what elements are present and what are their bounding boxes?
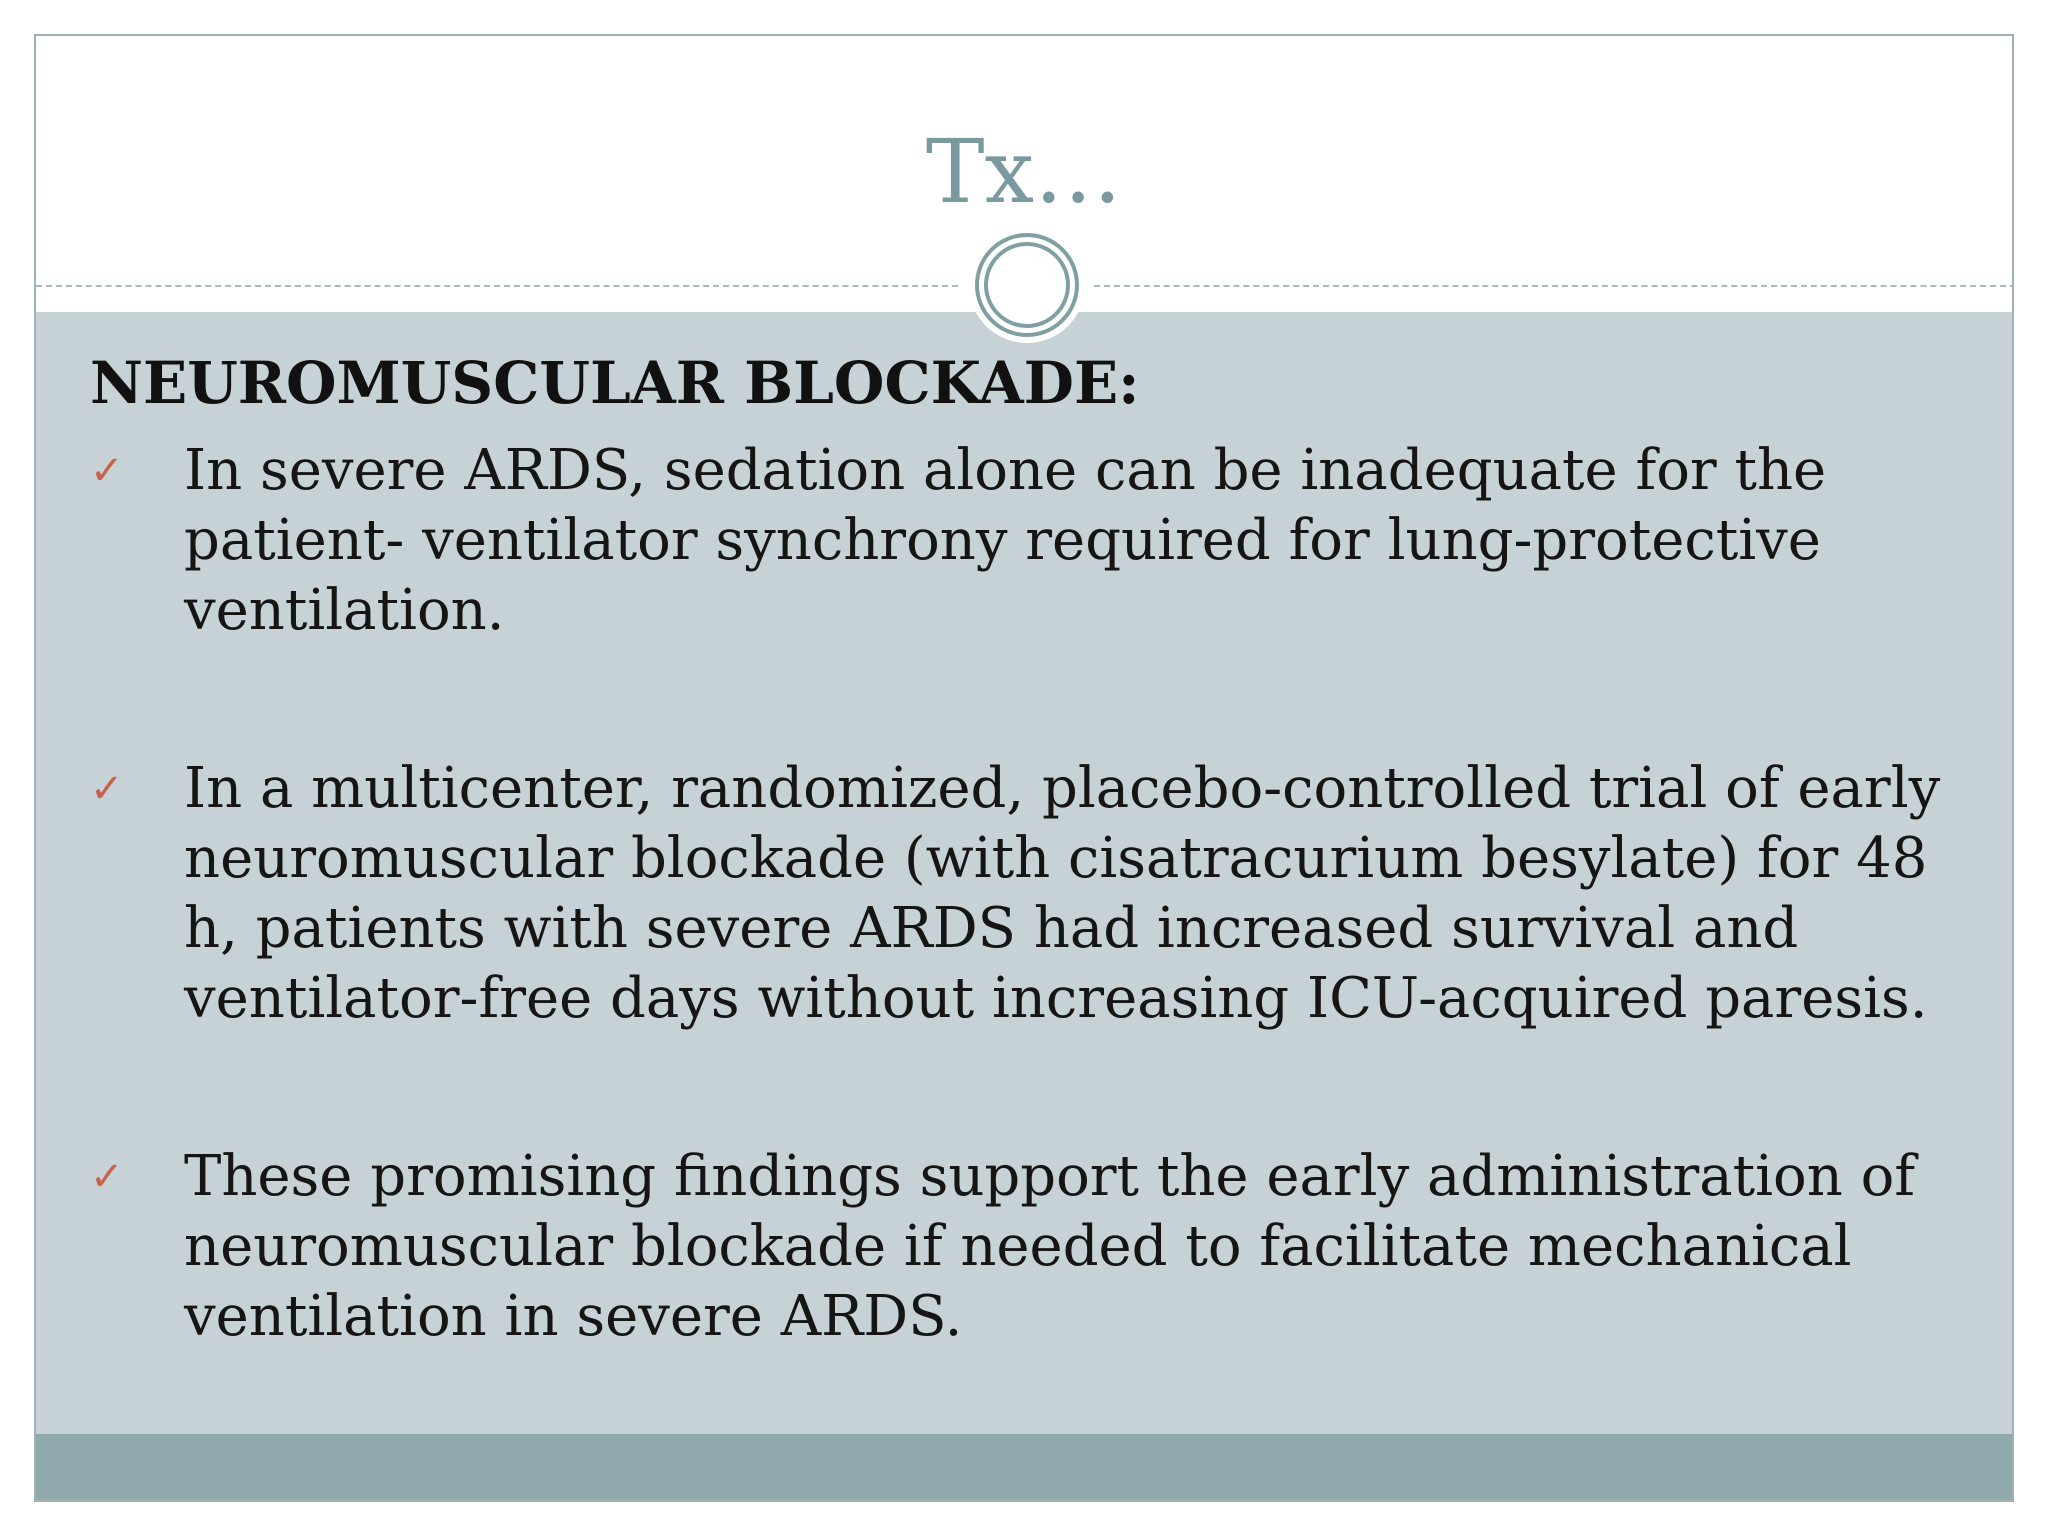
bullet-text: In severe ARDS, sedation alone can be inadequate for the patient- ventilator synchrony required for lung-protective ventilation.	[184, 438, 1827, 643]
title-divider-right	[1094, 285, 2014, 287]
list-item	[90, 754, 1990, 1034]
footer-band	[36, 1434, 2012, 1502]
slide	[34, 34, 2014, 1502]
checkmark-icon: ✓	[90, 1154, 124, 1200]
section-heading: NEUROMUSCULAR BLOCKADE:	[90, 349, 1140, 417]
circle-ornament-icon	[968, 226, 1086, 344]
list-item	[90, 436, 1990, 646]
title-divider-left	[36, 285, 958, 287]
bullet-list	[90, 436, 1990, 1352]
bullet-text: In a multicenter, randomized, placebo-controlled trial of early neuromuscular blockade (with cisatracurium besylate) for 48 h, patients with severe ARDS had increased survival and ventilator-free days without increasing ICU-acquired paresis.	[184, 756, 1941, 1031]
checkmark-icon: ✓	[90, 448, 124, 494]
checkmark-icon: ✓	[90, 766, 124, 812]
slide-title: Tx…	[925, 120, 1123, 223]
list-item	[90, 1142, 1990, 1352]
bullet-text: These promising findings support the early administration of neuromuscular blockade if needed to facilitate mechanical ventilation in severe ARDS.	[184, 1144, 1916, 1349]
